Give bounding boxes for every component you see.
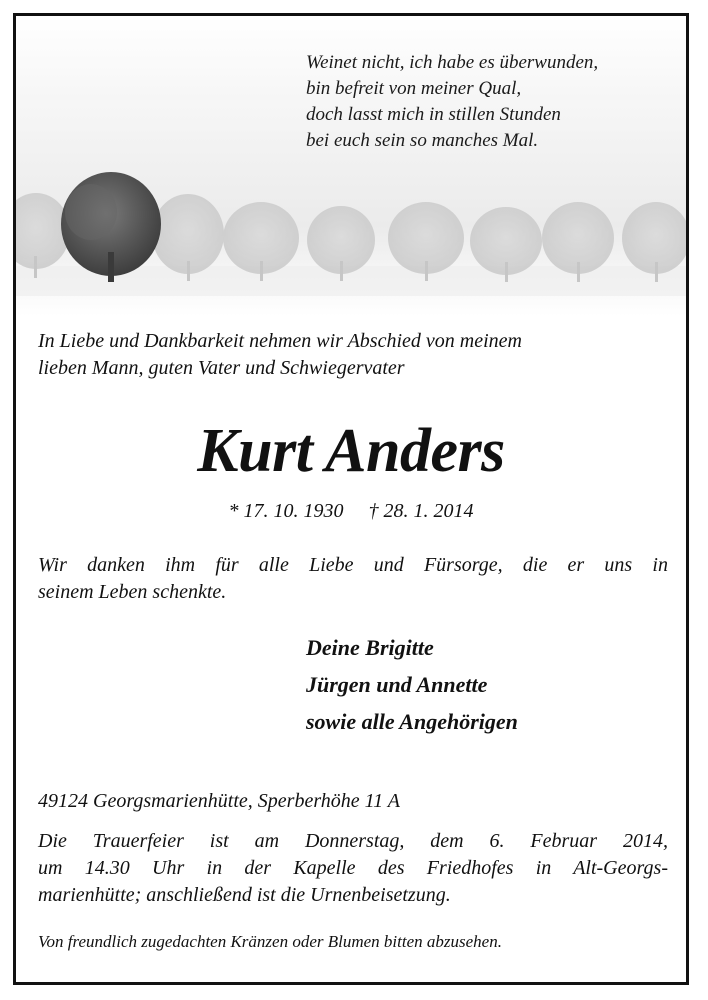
poem-line: doch lasst mich in stillen Stunden — [306, 104, 561, 125]
thanks-text — [38, 552, 668, 606]
life-dates — [16, 500, 686, 523]
death-date: † 28. 1. 2014 — [368, 500, 474, 522]
thanks-line: seinem Leben schenkte. — [38, 581, 227, 603]
service-info — [38, 828, 668, 909]
birth-date: * 17. 10. 1930 — [228, 500, 344, 522]
poem-line: bei euch sein so manches Mal. — [306, 130, 539, 151]
signature-line: Deine Brigitte — [306, 635, 434, 660]
service-line: marienhütte; anschließend ist die Urnenbeisetzung. — [38, 884, 451, 906]
address: 49124 Georgsmarienhütte, Sperberhöhe 11 A — [38, 790, 401, 812]
signature-line: Jürgen und Annette — [306, 672, 488, 697]
poem — [306, 50, 598, 154]
intro-line: In Liebe und Dankbarkeit nehmen wir Abschied von meinem — [38, 330, 522, 352]
thanks-line: Wir danken ihm für alle Liebe und Fürsorge, die er uns in — [38, 554, 668, 576]
intro-line: lieben Mann, guten Vater und Schwiegervater — [38, 357, 405, 379]
flowers-note: Von freundlich zugedachten Kränzen oder Blumen bitten abzusehen. — [38, 932, 502, 951]
signatures — [306, 629, 518, 740]
service-line: um 14.30 Uhr in der Kapelle des Friedhofes in Alt-Georgs- — [38, 857, 668, 879]
obituary-frame — [13, 13, 689, 985]
poem-line: bin befreit von meiner Qual, — [306, 78, 522, 99]
intro-text — [38, 328, 668, 382]
poem-line: Weinet nicht, ich habe es überwunden, — [306, 52, 599, 73]
signature-line: sowie alle Angehörigen — [306, 709, 518, 734]
service-line: Die Trauerfeier ist am Donnerstag, dem 6. Februar 2014, — [38, 830, 668, 852]
deceased-name: Kurt Anders — [197, 417, 505, 485]
